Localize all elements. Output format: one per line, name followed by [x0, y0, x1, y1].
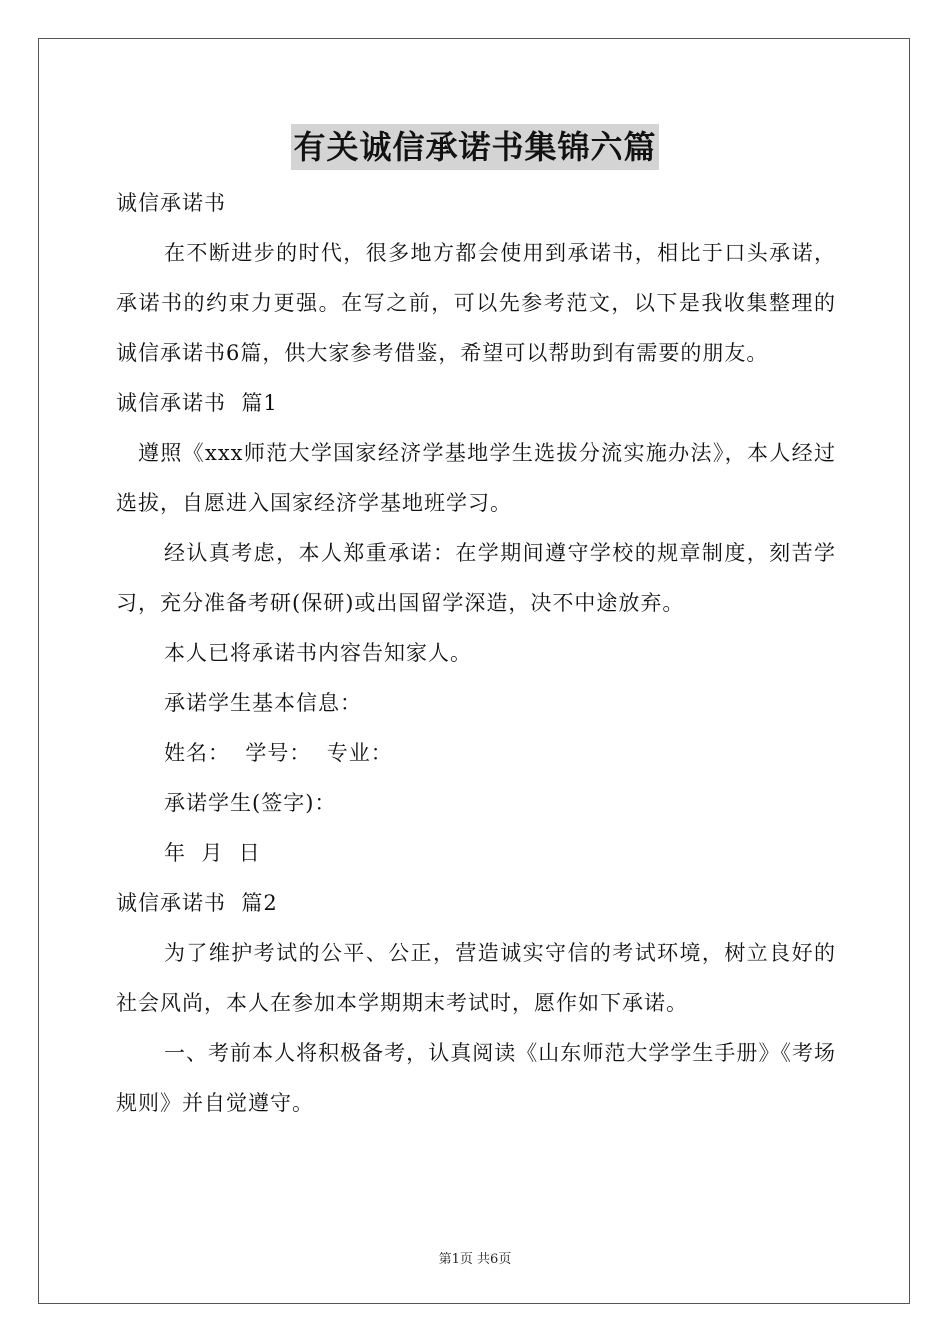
body-paragraph: 遵照《xxx师范大学国家经济学基地学生选拔分流实施办法》，本人经过选拔，自愿进入国家经济学基地班学习。	[116, 441, 836, 515]
body-paragraph: 经认真考虑，本人郑重承诺：在学期间遵守学校的规章制度，刻苦学习，充分准备考研(保研)或出国留学深造，决不中途放弃。	[116, 541, 836, 615]
signature-line: 承诺学生(签字)：	[164, 791, 337, 815]
section-heading-2: 诚信承诺书 篇2	[116, 891, 278, 915]
date-line: 年 月 日	[164, 841, 261, 865]
document-body	[116, 178, 836, 1128]
document-title: 有关诚信承诺书集锦六篇	[291, 124, 658, 170]
intro-paragraph: 在不断进步的时代，很多地方都会使用到承诺书，相比于口头承诺，承诺书的约束力更强。在写之前，可以先参考范文，以下是我收集整理的诚信承诺书6篇，供大家参考借鉴，希望可以帮助到有需要的朋友。	[116, 241, 836, 365]
section-heading-1: 诚信承诺书 篇1	[116, 391, 278, 415]
title-container	[0, 124, 950, 170]
body-paragraph: 一、考前本人将积极备考，认真阅读《山东师范大学学生手册》《考场规则》并自觉遵守。	[116, 1041, 836, 1115]
body-paragraph: 为了维护考试的公平、公正，营造诚实守信的考试环境，树立良好的社会风尚，本人在参加本学期期末考试时，愿作如下承诺。	[116, 941, 836, 1015]
body-paragraph: 本人已将承诺书内容告知家人。	[164, 641, 472, 665]
info-fields: 姓名： 学号： 专业：	[164, 741, 393, 765]
section-heading: 诚信承诺书	[116, 191, 226, 215]
body-paragraph: 承诺学生基本信息：	[164, 691, 362, 715]
page-footer: 第1页 共6页	[438, 1252, 512, 1267]
